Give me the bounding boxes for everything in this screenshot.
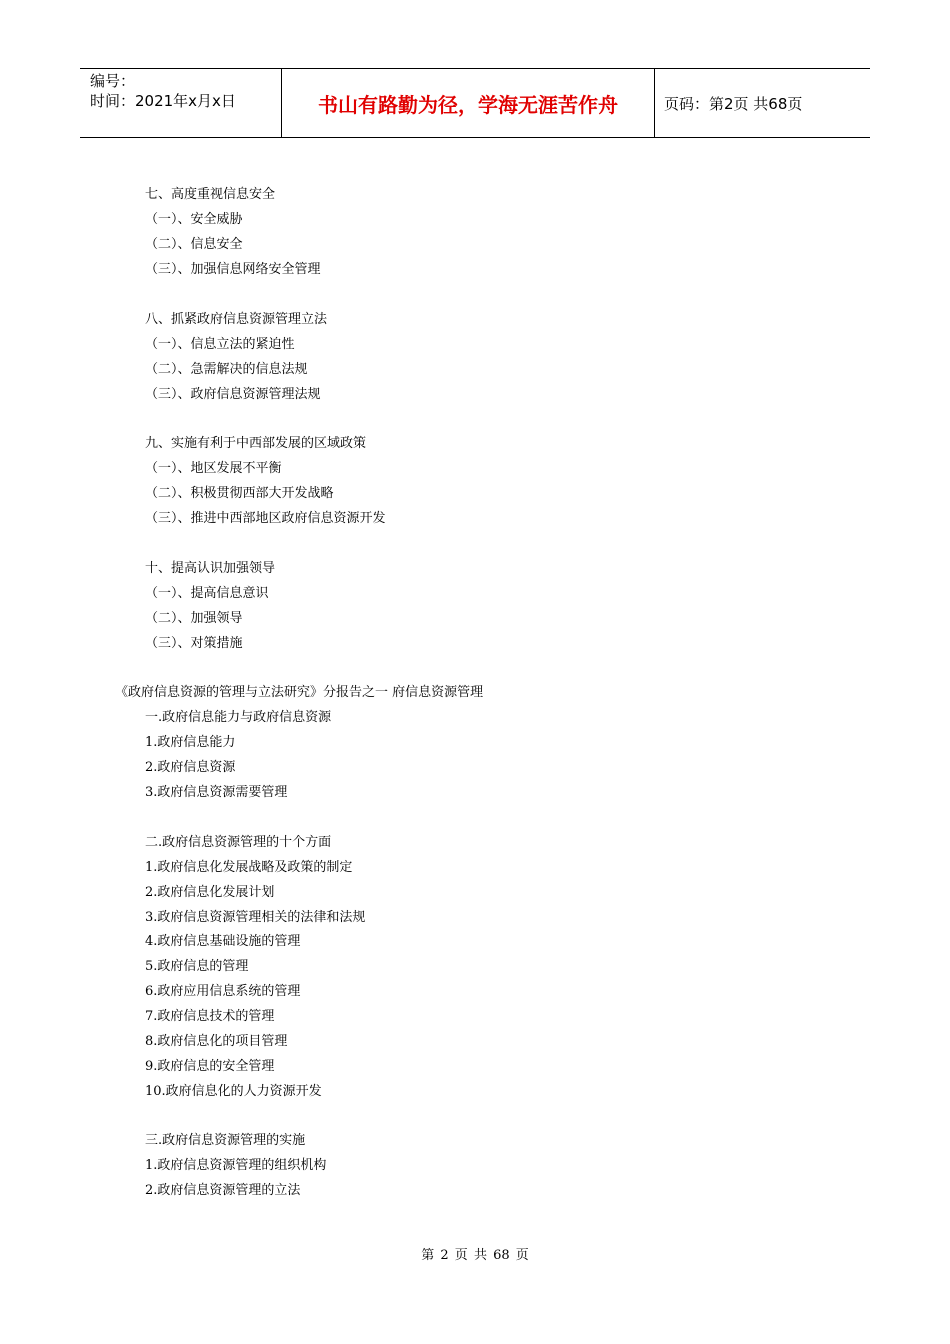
- footer-ye: 页: [515, 1248, 529, 1263]
- outline-item: （三）、政府信息资源管理法规: [145, 387, 321, 402]
- footer-di: 第: [421, 1248, 435, 1263]
- header-number-label: 编号：: [90, 72, 136, 90]
- outline-item: 7.政府信息技术的管理: [145, 1009, 275, 1024]
- outline-item: （一）、安全威胁: [145, 212, 243, 227]
- footer-total-pages: 68: [493, 1248, 510, 1263]
- page-footer: [0, 1246, 950, 1266]
- section-heading: 二.政府信息资源管理的十个方面: [145, 835, 332, 850]
- outline-item: （二）、积极贯彻西部大开发战略: [145, 486, 334, 501]
- outline-item: （一）、信息立法的紧迫性: [145, 337, 295, 352]
- outline-item: 6.政府应用信息系统的管理: [145, 984, 301, 999]
- outline-item: 3.政府信息资源需要管理: [145, 785, 288, 800]
- outline-item: 1.政府信息化发展战略及政策的制定: [145, 860, 353, 875]
- outline-item: （二）、急需解决的信息法规: [145, 362, 308, 377]
- outline-item: 8.政府信息化的项目管理: [145, 1034, 288, 1049]
- section-heading: 一.政府信息能力与政府信息资源: [145, 710, 332, 725]
- section-heading: 十、提高认识加强领导: [145, 561, 276, 576]
- section-heading: 九、实施有利于中西部发展的区域政策: [145, 436, 367, 451]
- outline-item: 10.政府信息化的人力资源开发: [145, 1084, 322, 1099]
- page-header: [80, 68, 870, 138]
- header-motto: 书山有路勤为径，学海无涯苦作舟: [318, 92, 618, 117]
- outline-item: 9.政府信息的安全管理: [145, 1059, 275, 1074]
- outline-item: 5.政府信息的管理: [145, 959, 249, 974]
- outline-item: （一）、提高信息意识: [145, 586, 269, 601]
- section-heading: 八、抓紧政府信息资源管理立法: [145, 312, 328, 327]
- outline-item: （二）、加强领导: [145, 611, 243, 626]
- report-title: 《政府信息资源的管理与立法研究》分报告之一 府信息资源管理: [115, 685, 484, 700]
- outline-item: （三）、加强信息网络安全管理: [145, 262, 321, 277]
- outline-item: （三）、对策措施: [145, 636, 243, 651]
- outline-item: 3.政府信息资源管理相关的法律和法规: [145, 910, 366, 925]
- outline-item: （二）、信息安全: [145, 237, 243, 252]
- outline-item: 2.政府信息资源: [145, 760, 236, 775]
- outline-item: 4.政府信息基础设施的管理: [145, 934, 301, 949]
- header-meta: [90, 71, 280, 111]
- header-page-label: 页码：第2页 共68页: [664, 94, 803, 113]
- header-divider: [654, 69, 655, 137]
- outline-item: （一）、地区发展不平衡: [145, 461, 282, 476]
- outline-item: （三）、推进中西部地区政府信息资源开发: [145, 511, 386, 526]
- header-time-label: 时间：2021年x月x日: [90, 92, 236, 110]
- section-heading: 七、高度重视信息安全: [145, 187, 276, 202]
- outline-item: 1.政府信息能力: [145, 735, 236, 750]
- outline-item: 2.政府信息资源管理的立法: [145, 1183, 301, 1198]
- footer-page-number: 2: [440, 1248, 449, 1263]
- section-heading: 三.政府信息资源管理的实施: [145, 1133, 306, 1148]
- outline-item: 2.政府信息化发展计划: [145, 885, 275, 900]
- footer-gong: 共: [473, 1248, 487, 1263]
- footer-ye: 页: [454, 1248, 468, 1263]
- outline-item: 1.政府信息资源管理的组织机构: [145, 1158, 327, 1173]
